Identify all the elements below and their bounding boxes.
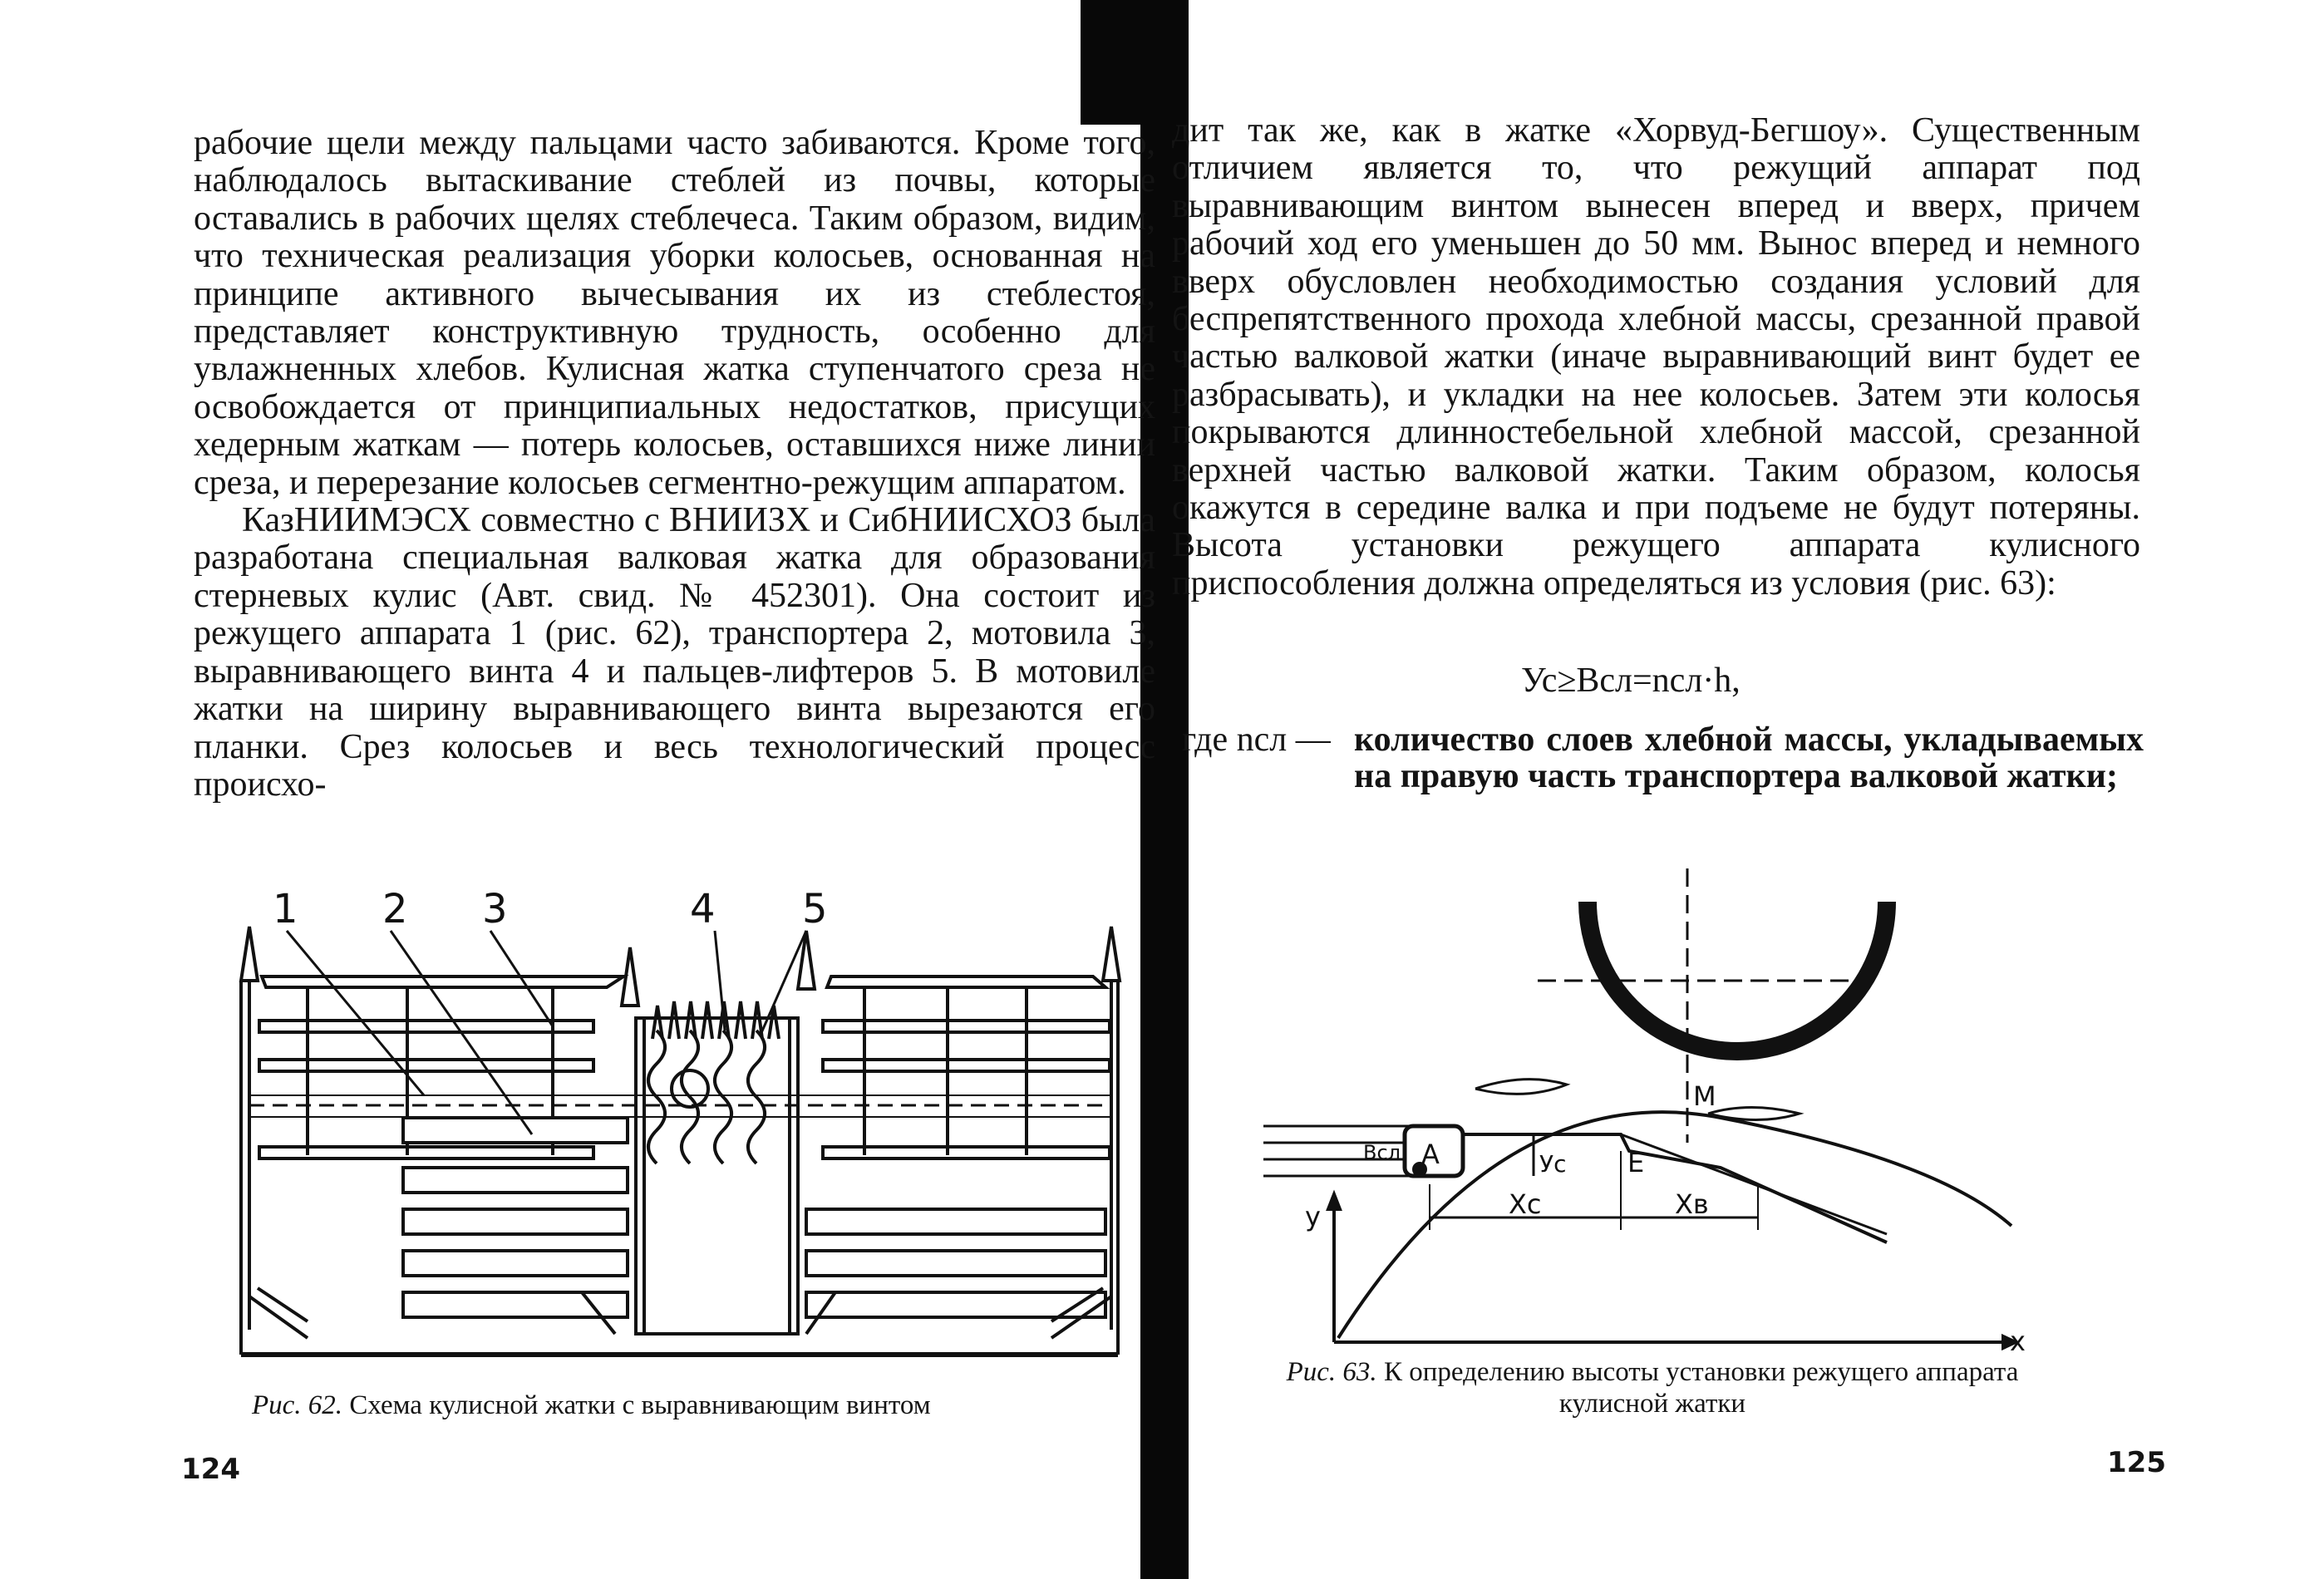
figure-62-caption [252,1390,931,1421]
fig62-label-5: 5 [802,886,828,932]
fig62-label-1: 1 [273,886,298,932]
left-page-number: 124 [181,1453,240,1486]
figure-62-diagram [224,881,1139,1363]
right-page-number: 125 [2107,1446,2166,1479]
fig62-label-2: 2 [382,886,408,932]
right-paragraph-1: дит так же, как в жатке «Хорвуд-Бегшоу». Существенным отличием является то, что режущий аппарат под выравнивающим винтом вынесен вперед и вверх, причем рабочий ход его уменьшен до 50 мм. Вынос вперед и немного вверх обусловлен необходимостью создания условий для беспрепятственного прохода хлебной массы, срезанной правой частью валковой жатки (иначе выравнивающий винт будет ее разбрасывать), и укладки на нее колосьев. Затем эти колосья покрываются длинностебельной хлебной массой, срезанной верхней частью валковой жатки. Таким образом, колосья окажутся в середине валка и при подъеме не будут потеряны. Высота установки режущего аппарата кулисного приспособления должна определяться из условия (рис. 63): [1172,111,2140,603]
fig62-label-4: 4 [690,886,716,932]
figure-62-caption-text: Схема кулисной жатки с выравнивающим винтом [349,1390,931,1420]
fig63-label-xv: Хв [1675,1188,1709,1220]
figure-63-caption-prefix: Рис. 63. [1286,1357,1377,1387]
fig63-label-xc: Хс [1509,1188,1542,1220]
figure-63-caption-text: К определению высоты установки режущего аппарата кулисной жатки [1383,1357,2019,1419]
left-page-text [194,125,1155,804]
formula: Ус≥Всл=nсл·h, [1521,662,1741,700]
fig63-label-yc: Ус [1539,1150,1567,1178]
fig63-label-x-axis: х [2010,1326,2026,1357]
fig63-label-a: A [1421,1139,1440,1170]
fig63-label-y-axis: у [1305,1201,1321,1232]
fig62-label-3: 3 [482,886,508,932]
fig63-label-bsl: Всл [1363,1141,1401,1164]
left-paragraph-2: КазНИИМЭСХ совместно с ВНИИЗХ и СибНИИСХОЗ была разработана специальная валковая жатка для образования стерневых кулис (Авт. свид. № 452301). Она состоит из режущего аппарата 1 (рис. 62), транспортера 2, мотовила 3, выравнивающего винта 4 и пальцев-лифтеров 5. В мотовиле жатки на ширину выравнивающего винта вырезаются его планки. Срез колосьев и весь технологический процесс происхо- [194,501,1155,804]
formula-legend-label: где nсл — [1182,721,1331,759]
figure-62-caption-prefix: Рис. 62. [252,1390,343,1420]
left-paragraph-1: рабочие щели между пальцами часто забиваются. Кроме того, наблюдалось вытаскивание стеблей из почвы, которые оставались в рабочих щелях стеблечеса. Таким образом, видим, что техническая реализация уборки колосьев, основанная на принципе активного вычесывания их из стеблестоя, представляет конструктивную трудность, особенно для увлажненных хлебов. Кулисная жатка ступенчатого среза не освобождается от принципиальных недостатков, присущих хедерным жаткам — потерь колосьев, оставшихся ниже линии среза, и перерезание колосьев сегментно-режущим аппаратом. [194,124,1155,502]
fig63-label-e: E [1627,1147,1645,1178]
right-page-text [1172,112,2140,603]
figure-63-diagram [1255,868,2053,1359]
figure-63-caption [1270,1356,2035,1419]
formula-legend-text: количество слоев хлебной массы, укладываемых на правую часть транспортера валковой жатки; [1354,721,2144,795]
fig63-label-m: M [1693,1080,1716,1112]
